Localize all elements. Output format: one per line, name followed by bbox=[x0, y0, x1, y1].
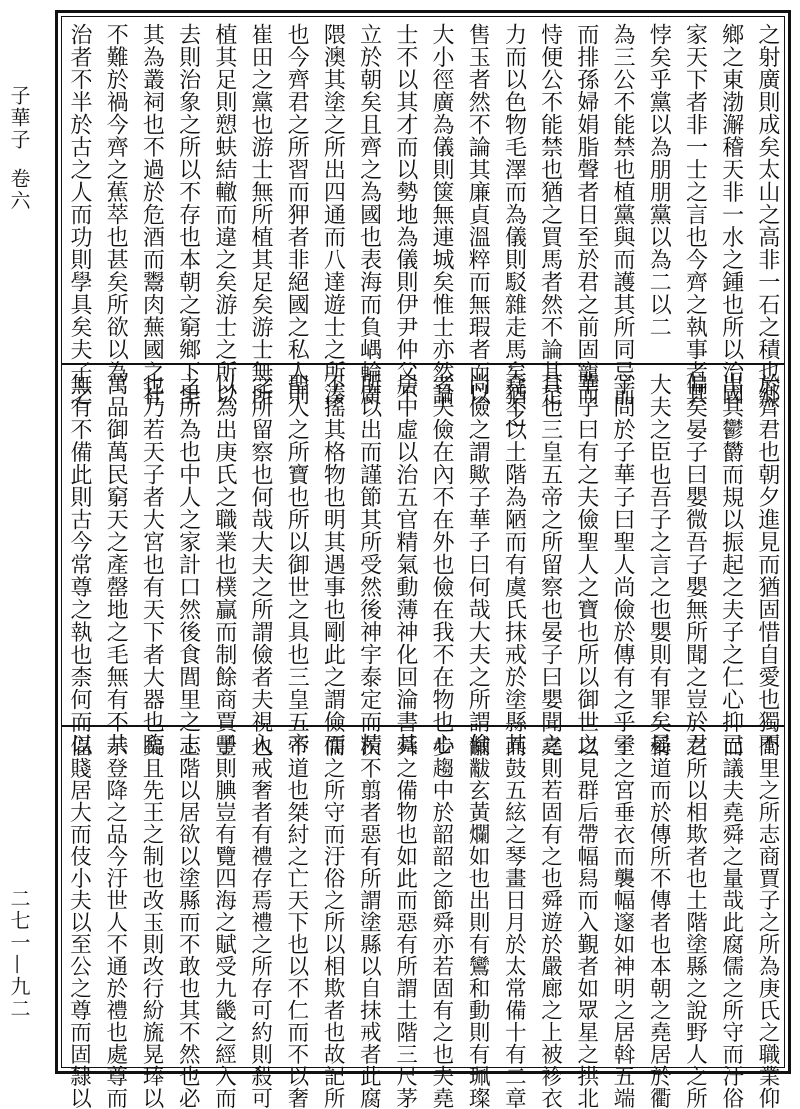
text-column: 其為叢祠也不過於危酒而鬻肉蕪國之社 bbox=[139, 23, 165, 406]
text-column: 而議夫堯舜之量哉此腐儒之所守而汙俗 bbox=[718, 735, 744, 1109]
text-column: 之所留察也何哉大夫之所謂儉者夫視入 bbox=[248, 373, 274, 756]
text-panel-bottom bbox=[62, 729, 784, 1109]
text-column: 士不以其才而以勢地為儀則伊尹仲父不 bbox=[392, 23, 418, 406]
text-column: 之所以相欺者也土階塗縣之說野人之所 bbox=[682, 735, 708, 1109]
panel-columns bbox=[66, 735, 780, 1109]
text-column: 治者不半於古之人而功則學具矣夫子之 bbox=[67, 23, 92, 406]
text-column: 居中虛以治五官精氣動薄神化回淪書其 bbox=[392, 373, 418, 756]
text-column: 悖矣乎黨以為朋朋黨以為二以二 bbox=[646, 23, 672, 338]
text-column: 立於朝矣且齊之為國也表海而負嵎輪廣 bbox=[356, 23, 382, 406]
text-column: 大小徑廣為儀則箧無連城矣惟士亦然論 bbox=[429, 23, 455, 406]
text-column: 也乃若天子者大宮也有天下者大器也臨 bbox=[139, 373, 165, 756]
text-column: 出其鬱欝而規以振起之夫子之仁心抑已 bbox=[718, 373, 744, 756]
text-column: 不難於禍今齊之蕉萃也甚矣所欲以為 bbox=[103, 23, 129, 383]
text-column: 偪賤居大而伎小夫以至公之尊而固隸以 bbox=[66, 735, 92, 1109]
text-column: 所以出而謹節其所受然後神宇泰定而精 bbox=[356, 373, 382, 756]
juan-label: 卷六 bbox=[7, 168, 31, 212]
text-column: 示登降之品今汙世人不通於禮也處尊而 bbox=[102, 735, 128, 1109]
text-panel-middle bbox=[62, 367, 784, 756]
text-column: 隈澳其塗之所出四通而八達遊士之所湊 bbox=[320, 23, 346, 406]
text-column: 售玉者然不論其廉貞溫粹而無瑕者而以 bbox=[465, 23, 491, 406]
text-column: 茨不翦者惡有所謂塗縣以自抹戒者此腐 bbox=[356, 735, 382, 1109]
text-column: 者夫儉在內不在外也儉在我不在物也心 bbox=[429, 373, 455, 756]
text-column: 以見群后帶幅舄而入覲者如眾星之拱北 bbox=[573, 735, 599, 1109]
text-column: 土階以居欲以塗縣而不敢也其不然也必 bbox=[175, 735, 201, 1109]
text-column: 於齊君也朝夕進見而猶固惜自愛也獨不 bbox=[754, 373, 780, 756]
text-column: 家天下者非一士之言也今齊之執事者其 bbox=[682, 23, 708, 406]
text-column: 黼黻玄黃爛如也出則有鸞和動則有珮璨 bbox=[465, 735, 491, 1109]
panel-columns bbox=[67, 373, 780, 756]
text-column: 室之宮垂衣而襲幅邃如神明之居斡五端 bbox=[610, 735, 636, 1109]
text-column: 步趨中於韶韶之節舜亦若固有之也夫堯 bbox=[428, 735, 454, 1109]
text-column: 具也三皇五帝之所留察也晏子曰嬰聞之 bbox=[537, 373, 563, 756]
text-column: 而排孫婦娟脂聲者日至於君之前固寵而 bbox=[573, 23, 599, 406]
text-frame bbox=[55, 10, 791, 1109]
text-column: 無有不備此則古今常尊之執也柰何而以 bbox=[67, 373, 92, 756]
text-column: 也今齊君之所習而狎者非絕國之私人則 bbox=[284, 23, 310, 406]
text-column: 稱道而於傳所不傳者也本朝之堯居於衢 bbox=[646, 735, 672, 1109]
text-column: 崔田之黨也游士無所植其足矣游士無所 bbox=[248, 23, 274, 406]
text-column: 之所為也中人之家計口然後食閭里之志 bbox=[175, 373, 201, 756]
text-column: 力而以色物毛澤而為儀則駁雜走馬矣猶之 bbox=[501, 23, 527, 428]
text-column: 尚儉之謂歟子華子曰何哉大夫之所謂儉 bbox=[465, 373, 491, 756]
text-column: 堯則若固有之也舜遊於嚴廊之上被袗衣 bbox=[537, 735, 563, 1109]
text-column: 之射廣則成矣太山之高非一石之積也鄉 bbox=[754, 23, 780, 406]
page-margin bbox=[0, 0, 52, 1082]
text-column: 恃便公不能禁也猶之買馬者然不論其足 bbox=[537, 23, 563, 406]
text-column: 閭里之所志商賈子之所為庚氏之職業仰 bbox=[754, 735, 780, 1109]
panel-columns bbox=[67, 23, 780, 428]
text-column: 舜之備物也如此而惡有所謂土階三尺茅 bbox=[392, 735, 418, 1109]
text-column: 堯不以土階為陋而有虞氏抹戒於塗縣其 bbox=[501, 373, 527, 756]
text-column: 豐則腆豈有覽四海之賦受九畿之經入而 bbox=[211, 735, 237, 1109]
text-column: 去則治象之所以不存也本朝之窮鄉下里 bbox=[175, 23, 201, 406]
text-column: 大夫之臣也吾子之言之也嬰則有罪矣晏 bbox=[646, 373, 672, 756]
text-column: 儒之所守而汙俗之所以相欺者也故記所 bbox=[320, 735, 346, 1109]
text-column: 為三公不能禁也植黨與而護其所同忌前 bbox=[610, 23, 636, 406]
text-column: 華子曰有之夫儉聖人之寶也所以御世之 bbox=[573, 373, 599, 756]
text-column: 萬品御萬民窮天之產罄地之毛無有不共 bbox=[103, 373, 129, 756]
text-column: 也戒奢者有禮存焉禮之所存可約則殺可 bbox=[247, 735, 273, 1109]
text-column: 鄉之東渤澥稽天非一水之鍾也所以治國 bbox=[718, 23, 744, 406]
text-column: 子問於子華子曰聖人尚儉於傳有之乎子 bbox=[610, 373, 636, 756]
page-number: 二七一—九二 bbox=[7, 888, 31, 1020]
text-column: 而鼓五絃之琴畫日月於太常備十有二章 bbox=[501, 735, 527, 1109]
text-column: 矣且先王之制也改玉則改行紛旒晃琫以 bbox=[138, 735, 164, 1109]
text-column: 不搖其格物也明其遇事也剛此之謂儉而 bbox=[320, 373, 346, 756]
text-panel-top bbox=[62, 17, 784, 428]
text-column: 以為出庚氏之職業也樸贏而制餘商賈子 bbox=[211, 373, 237, 756]
text-column: 聖人之所寶也所以御世之具也三皇五帝 bbox=[284, 373, 310, 756]
text-column: 偏矣晏子曰嬰微吾子嬰無所聞之豈於君 bbox=[682, 373, 708, 756]
text-column: 植其足則愬蚨結轍而違之矣游士之所以 bbox=[211, 23, 237, 406]
book-title: 子華子 bbox=[7, 85, 31, 151]
text-column: 不道也桀紂之亡天下也以不仁而不以奢 bbox=[283, 735, 309, 1109]
